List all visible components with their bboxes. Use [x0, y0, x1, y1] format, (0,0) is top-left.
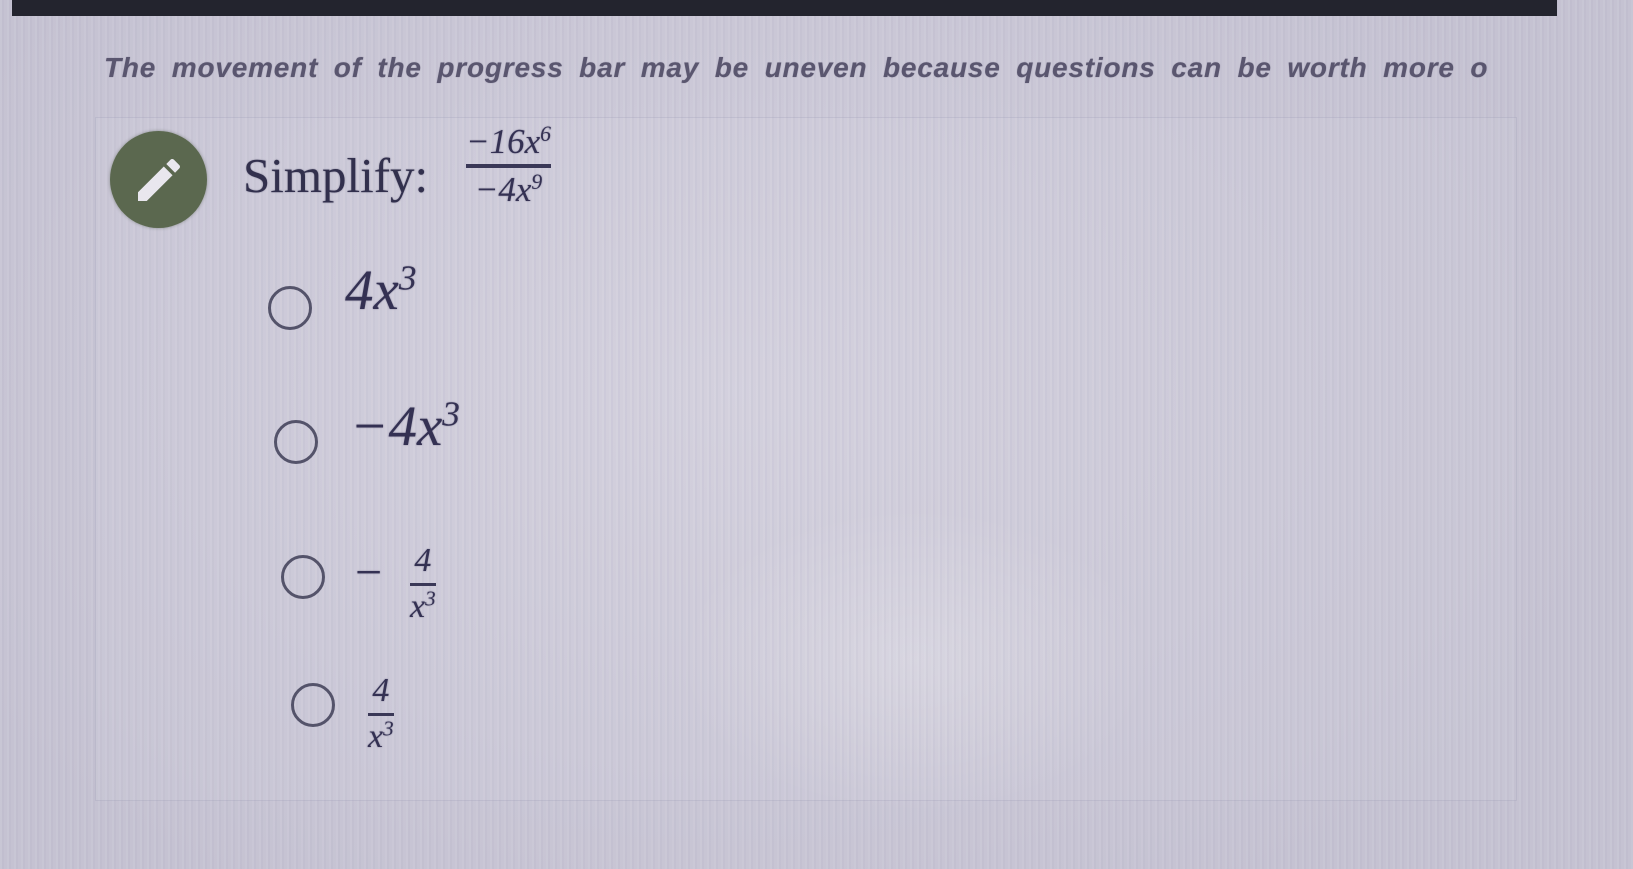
fraction-denominator: $-4x^9$: [474, 170, 543, 209]
pencil-icon: [131, 152, 187, 208]
fraction-bar: [466, 164, 551, 168]
option-d-numerator: 4: [372, 672, 390, 709]
top-window-bar: [12, 0, 1557, 16]
option-a-label[interactable]: $4x^3$: [345, 258, 417, 322]
radio-option-c[interactable]: [281, 555, 325, 599]
radio-option-d[interactable]: [291, 683, 335, 727]
option-b-label[interactable]: $-4x^3$: [350, 394, 460, 458]
radio-option-b[interactable]: [274, 420, 318, 464]
question-fraction: [466, 122, 551, 210]
question-expression: [466, 122, 551, 210]
option-d-fraction: [368, 672, 394, 756]
option-d-label[interactable]: [368, 672, 394, 756]
option-c-denominator: $x^3$: [410, 586, 436, 625]
option-c-fraction: [410, 542, 436, 626]
progress-notice: The movement of the progress bar may be uneven because questions can be worth more o: [104, 52, 1489, 83]
option-c-label[interactable]: [410, 542, 436, 626]
fraction-numerator: $-16x^6$: [466, 122, 552, 161]
option-d-denominator: $x^3$: [368, 716, 394, 755]
question-badge: [110, 131, 207, 228]
option-c-sign: −: [352, 546, 385, 599]
radio-option-a[interactable]: [268, 286, 312, 330]
question-prompt: Simplify:: [243, 148, 429, 203]
option-c-numerator: 4: [414, 542, 432, 579]
